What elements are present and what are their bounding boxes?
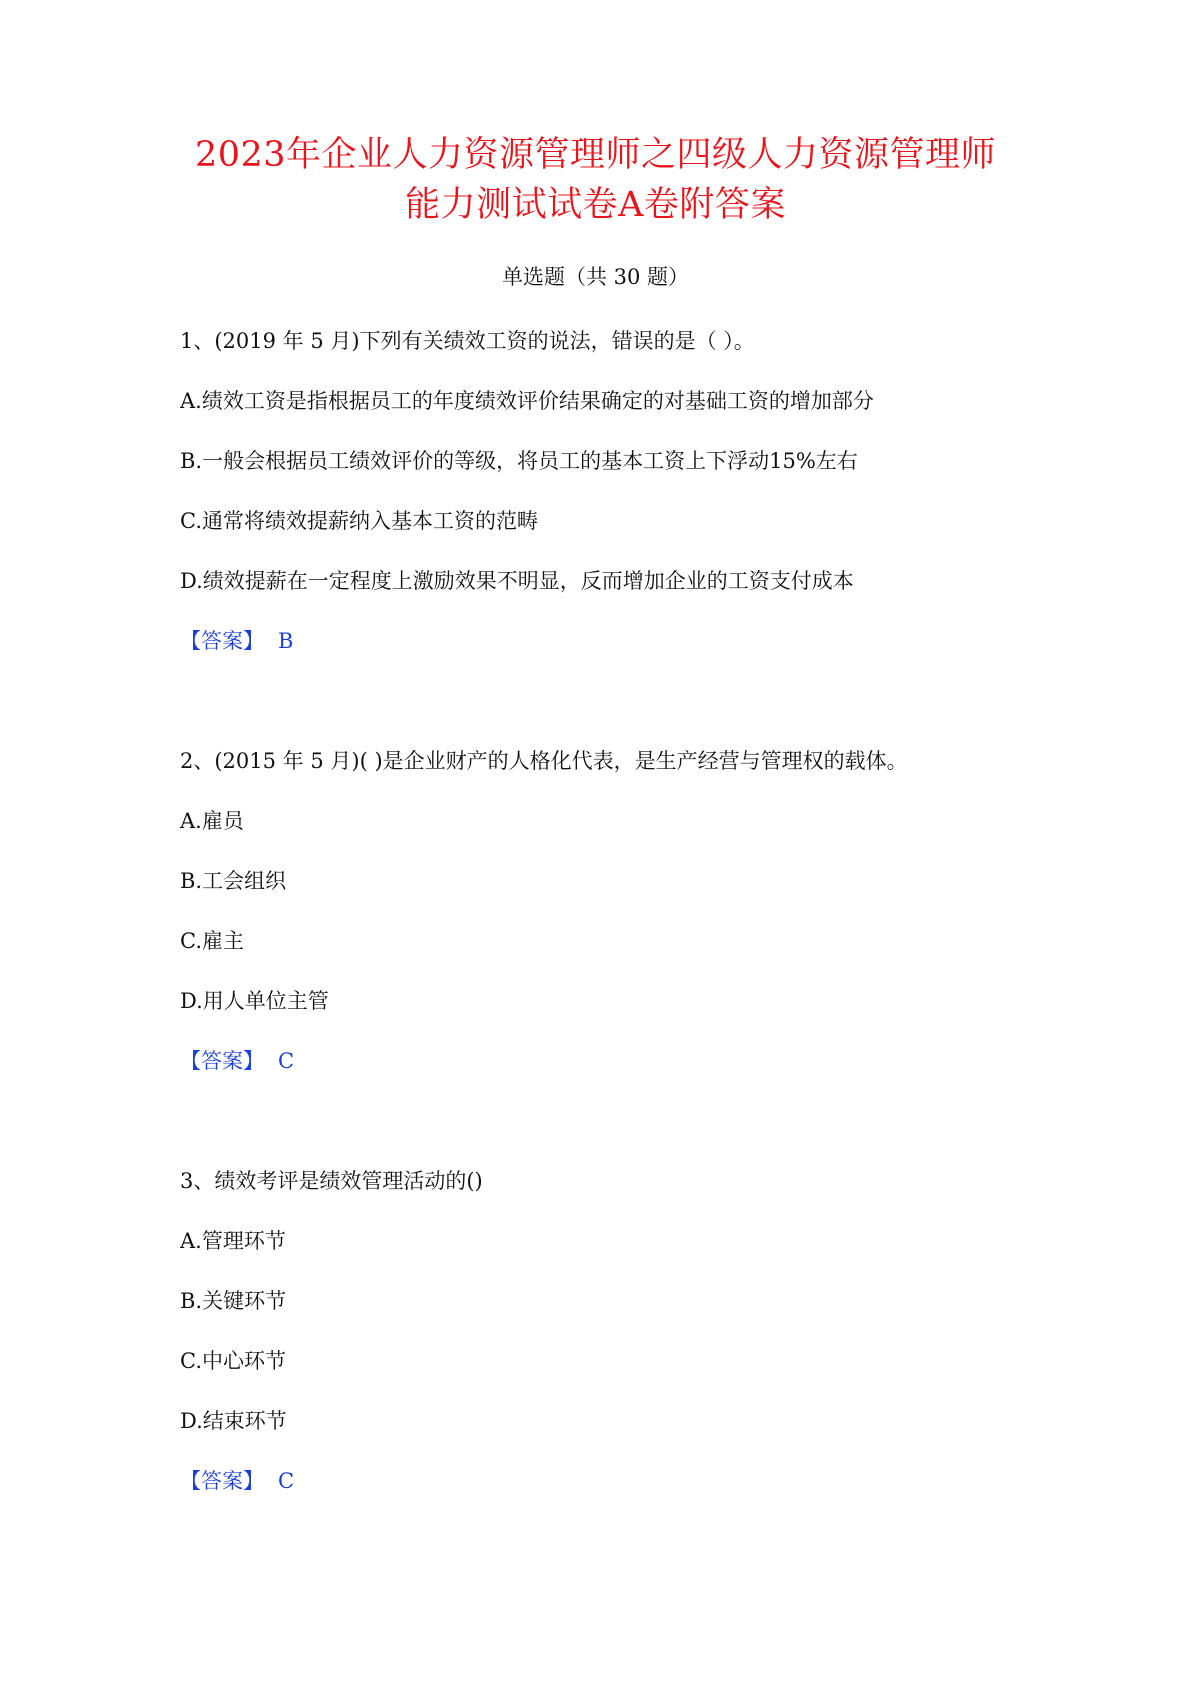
question-3-stem: 3、绩效考评是绩效管理活动的() (180, 1169, 483, 1193)
question-3-option-c: C.中心环节 (180, 1349, 286, 1373)
question-3-option-b: B.关键环节 (180, 1289, 287, 1313)
question-1-option-d: D.绩效提薪在一定程度上激励效果不明显，反而增加企业的工资支付成本 (180, 569, 854, 593)
question-1-option-c: C.通常将绩效提薪纳入基本工资的范畴 (180, 509, 538, 533)
document-title-line-1: 2023年企业人力资源管理师之四级人力资源管理师 (194, 135, 997, 175)
answer-label: 【答案】 (180, 1469, 264, 1493)
question-1-option-b: B.一般会根据员工绩效评价的等级，将员工的基本工资上下浮动15%左右 (180, 449, 858, 473)
answer-label: 【答案】 (180, 629, 264, 653)
question-2-option-c: C.雇主 (180, 929, 244, 953)
question-2-option-a: A.雇员 (180, 809, 244, 833)
answer-label: 【答案】 (180, 1049, 264, 1073)
question-2-answer (180, 1046, 294, 1076)
question-2-option-d: D.用人单位主管 (180, 989, 329, 1013)
answer-value: C (278, 1049, 295, 1073)
question-2-stem: 2、(2015 年 5 月)( )是企业财产的人格化代表，是生产经营与管理权的载体。 (180, 749, 908, 773)
answer-value: B (278, 629, 294, 653)
document-title-line-2: 能力测试试卷A卷附答案 (405, 185, 786, 225)
question-1-option-a: A.绩效工资是指根据员工的年度绩效评价结果确定的对基础工资的增加部分 (180, 389, 874, 413)
question-2-option-b: B.工会组织 (180, 869, 287, 893)
question-1-stem: 1、(2019 年 5 月)下列有关绩效工资的说法，错误的是（ ）。 (180, 329, 755, 353)
question-3-option-d: D.结束环节 (180, 1409, 287, 1433)
question-3-option-a: A.管理环节 (180, 1229, 286, 1253)
section-heading: 单选题（共 30 题） (501, 265, 690, 289)
question-1-answer (180, 626, 293, 656)
answer-value: C (278, 1469, 295, 1493)
question-3-answer (180, 1466, 294, 1496)
